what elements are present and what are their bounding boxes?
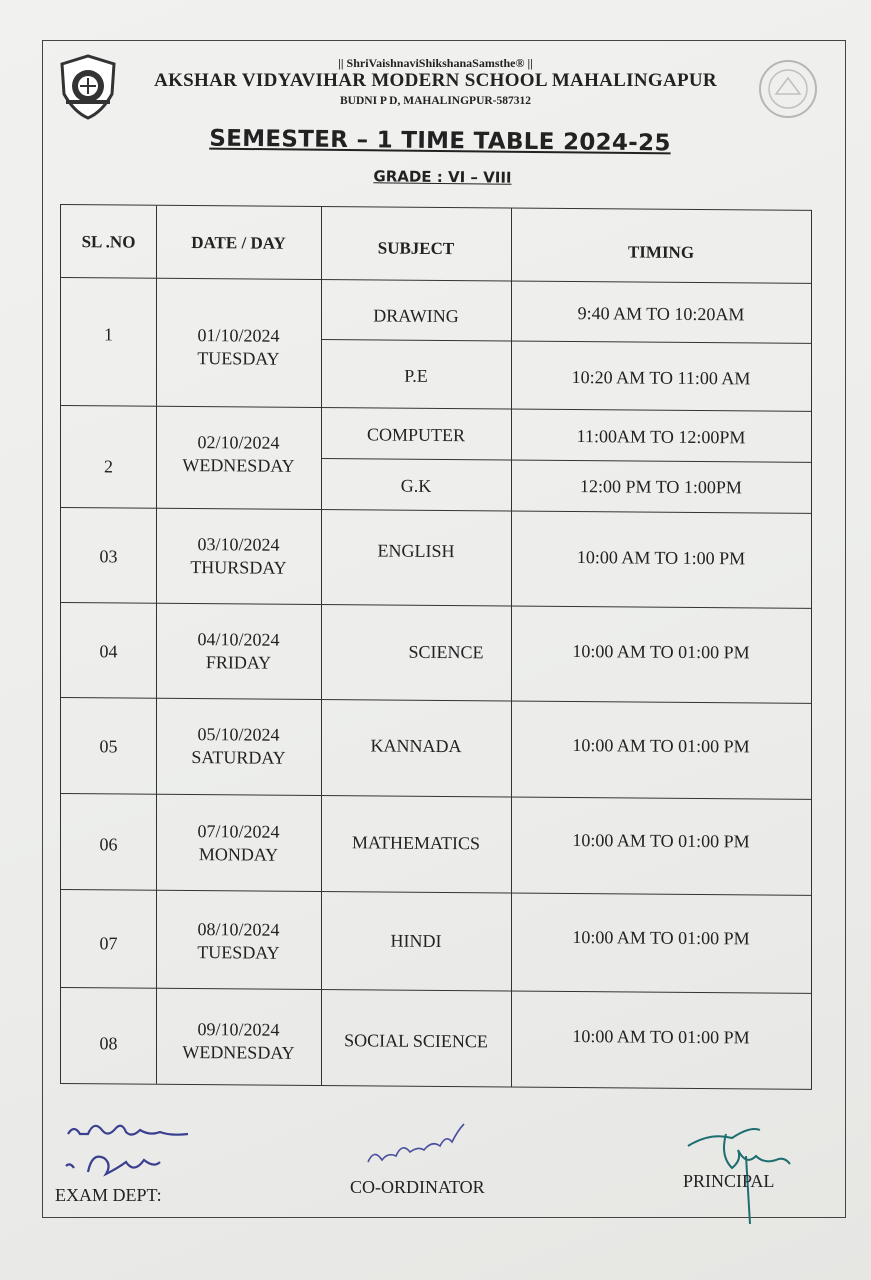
timing: 10:20 AM TO 11:00 AM — [571, 367, 751, 389]
subject: ENGLISH — [377, 540, 455, 562]
exam-date: 07/10/2024 — [197, 821, 280, 842]
subject: KANNADA — [370, 735, 462, 757]
exam-day: TUESDAY — [197, 348, 280, 369]
exam-date: 09/10/2024 — [197, 1019, 280, 1040]
row-divider — [61, 987, 811, 994]
exam-dept-label: EXAM DEPT: — [55, 1185, 162, 1205]
exam-day: SATURDAY — [191, 747, 286, 768]
col-header-date: DATE / DAY — [191, 233, 286, 253]
exam-day: WEDNESDAY — [182, 1041, 295, 1063]
timing: 11:00AM TO 12:00PM — [576, 426, 746, 448]
row-divider — [61, 889, 811, 896]
row-divider — [321, 339, 811, 344]
subject: SCIENCE — [408, 641, 484, 663]
sl-no: 06 — [99, 834, 118, 855]
coordinator-label: CO-ORDINATOR — [350, 1177, 485, 1197]
school-address: BUDNI P D, MAHALINGPUR-587312 — [339, 95, 532, 107]
sl-no: 03 — [99, 546, 118, 567]
exam-day: WEDNESDAY — [182, 454, 295, 476]
sl-no: 07 — [99, 933, 118, 954]
row-divider — [61, 793, 811, 800]
row-divider — [61, 277, 811, 284]
subject: SOCIAL SCIENCE — [344, 1030, 488, 1052]
exam-date: 08/10/2024 — [197, 919, 280, 940]
exam-date: 02/10/2024 — [197, 432, 280, 453]
subject: P.E — [404, 365, 428, 386]
grade-subtitle: GRADE : VI – VIII — [373, 167, 512, 187]
exam-date: 05/10/2024 — [197, 724, 280, 745]
exam-date: 03/10/2024 — [197, 534, 280, 555]
col-header-slno: SL .NO — [81, 232, 136, 252]
sl-no: 2 — [104, 456, 113, 477]
exam-day: THURSDAY — [190, 557, 287, 578]
coordinator-signature — [362, 1112, 472, 1172]
col-header-timing: TIMING — [627, 242, 695, 262]
subject: MATHEMATICS — [351, 832, 480, 854]
exam-day: TUESDAY — [197, 942, 280, 963]
row-divider — [61, 507, 811, 514]
sl-no: 04 — [99, 641, 118, 662]
exam-dept-signature — [60, 1112, 200, 1192]
exam-day: MONDAY — [198, 844, 279, 865]
subject: DRAWING — [373, 305, 459, 327]
subject: HINDI — [390, 930, 442, 951]
principal-label: PRINCIPAL — [683, 1171, 775, 1191]
exam-day: FRIDAY — [205, 652, 272, 673]
timing: 10:00 AM TO 01:00 PM — [572, 927, 750, 949]
timing: 10:00 AM TO 1:00 PM — [576, 547, 746, 569]
school-name: AKSHAR VIDYAVIHAR MODERN SCHOOL MAHALINGAPUR — [154, 70, 717, 91]
trust-name: || ShriVaishnaviShikshanaSamsthe® || — [338, 56, 533, 70]
exam-date: 01/10/2024 — [197, 325, 280, 346]
sl-no: 05 — [99, 736, 118, 757]
timing: 12:00 PM TO 1:00PM — [580, 476, 742, 498]
timetable — [60, 204, 812, 1090]
row-divider — [61, 697, 811, 704]
page-title: SEMESTER – 1 TIME TABLE 2024-25 — [209, 125, 671, 157]
timing: 9:40 AM TO 10:20AM — [577, 303, 745, 325]
row-divider — [321, 458, 811, 463]
timing: 10:00 AM TO 01:00 PM — [572, 735, 750, 757]
row-divider — [61, 405, 811, 412]
sl-no: 08 — [99, 1033, 118, 1054]
subject: COMPUTER — [366, 424, 465, 446]
exam-date: 04/10/2024 — [197, 629, 280, 650]
sl-no: 1 — [104, 324, 113, 345]
timing: 10:00 AM TO 01:00 PM — [572, 830, 750, 852]
subject: G.K — [400, 475, 432, 496]
timing: 10:00 AM TO 01:00 PM — [572, 641, 750, 663]
row-divider — [61, 602, 811, 609]
timing: 10:00 AM TO 01:00 PM — [572, 1026, 750, 1048]
col-header-subject: SUBJECT — [377, 238, 455, 259]
